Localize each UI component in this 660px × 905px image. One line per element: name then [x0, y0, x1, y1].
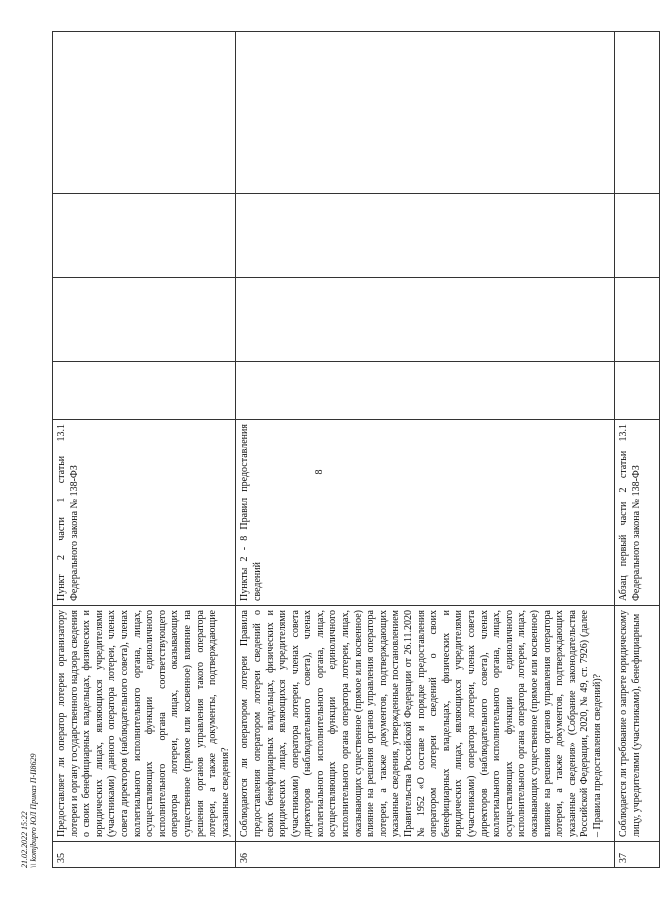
answer-cell-na — [236, 194, 615, 278]
document-footer — [20, 718, 38, 868]
question-cell: Предоставляет ли оператор лотереи организатору лотереи и органу государственного надзора сведения о своих бенефициарных владельцах, физических и юридических лицах, являющихся учредителями (участниками) данного оператора лотереи, членах совета директоров (наблюдательного совета), членах коллегиального исполнительного органа, лицах, осуществляющих функции единоличного исполнительного органа соответствующего оператора лотереи, лицах, оказывающих существенное (прямое или косвенное) влияние на решения органов управления такого оператора лотереи, а также документы, подтверждающие указанные сведения? — [53, 606, 236, 842]
footer-file-path: \\ komjbupro ЮЛ Приказ П-II8629 — [29, 753, 38, 868]
note-cell — [615, 32, 660, 194]
answer-cell-yes — [53, 362, 236, 420]
table-row — [53, 32, 236, 868]
checklist-table — [52, 31, 660, 868]
note-cell — [53, 32, 236, 194]
note-cell — [236, 32, 615, 194]
reference-cell: Пункт 2 части 1 статьи 13.1 Федерального закона № 138-ФЗ — [53, 420, 236, 606]
row-number: 36 — [236, 842, 615, 868]
row-number: 35 — [53, 842, 236, 868]
reference-cell: Пункты 2 - 8 Правил предоставления сведений — [236, 420, 615, 606]
row-number: 37 — [615, 842, 660, 868]
question-cell: Соблюдаются ли оператором лотереи Правила предоставления оператором лотереи сведений о своих бенефициарных владельцах, физических и юридических лицах, являющихся учредителями (участниками) оператора лотереи, членах совета директоров (наблюдательного совета), членах коллегиального исполнительного органа, лицах, осуществляющих функции единоличного исполнительного органа оператора лотереи, лицах, оказывающих существенное (прямое или косвенное) влияние на решения органов управления оператора лотереи, а также документов, подтверждающих указанные сведения, утвержденные постановлением Правительства Российской Федерации от 26.11.2020 № 1952 «О составе и порядке предоставления оператором лотереи сведений о своих бенефициарных владельцах, физических и юридических лицах, являющихся учредителями (участниками) оператора лотереи, членах совета директоров (наблюдательного совета), членах коллегиального исполнительного органа, лицах, осуществляющих функции единоличного исполнительного органа оператора лотереи, лицах, оказывающих существенное (прямое или косвенное) влияние на решения органов управления оператора лотереи, а также документов, подтверждающих указанные сведения» (Собрание законодательства Российской Федерации, 2020, № 49, ст. 7926) (далее – Правила предоставления сведений)? — [236, 606, 615, 842]
answer-cell-yes — [615, 362, 660, 420]
page-number: 8 — [314, 469, 325, 475]
footer-timestamp: 21.02.2022 15:22 — [20, 811, 29, 868]
answer-cell-yes — [236, 362, 615, 420]
answer-cell-no — [615, 278, 660, 362]
question-cell: Соблюдается ли требование о запрете юридическому лицу, учредителями (участниками), бенефициарным — [615, 606, 660, 842]
reference-cell: Абзац первый части 2 статьи 13.1 Федерального закона № 138-ФЗ — [615, 420, 660, 606]
answer-cell-no — [53, 278, 236, 362]
table-row — [615, 32, 660, 868]
answer-cell-na — [53, 194, 236, 278]
checklist-table-rotated — [52, 32, 642, 868]
answer-cell-na — [615, 194, 660, 278]
table-row — [236, 32, 615, 868]
answer-cell-no — [236, 278, 615, 362]
